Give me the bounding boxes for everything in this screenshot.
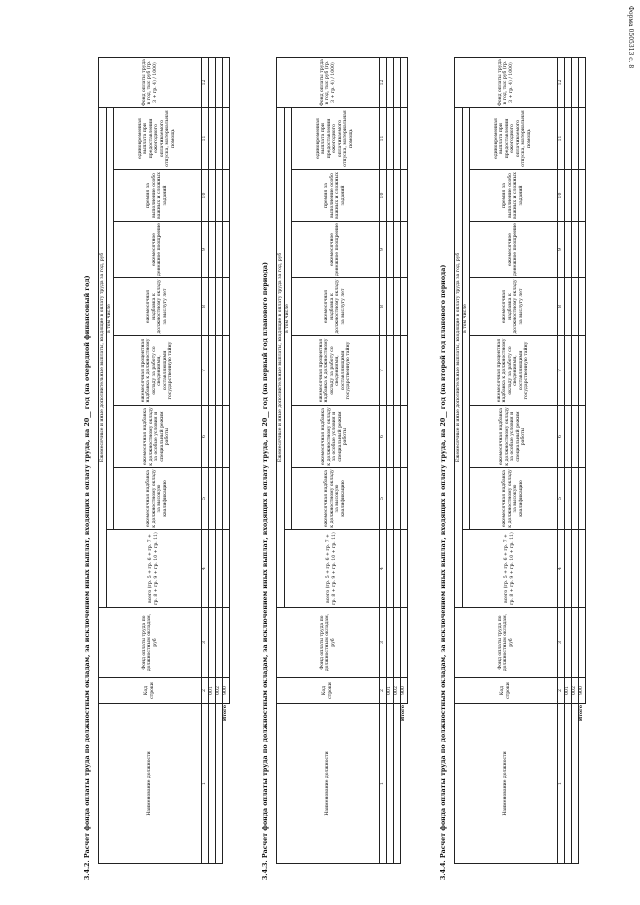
table-row: 001: [386, 57, 393, 863]
col-header-position: Наименование должности: [455, 704, 558, 864]
table-row: 001: [208, 57, 215, 863]
col-header-row-code: Код строки: [455, 678, 558, 704]
col-header-qualification-bonus: ежемесячная надбавка к должностному окладу за высокую квалификацию: [113, 468, 201, 530]
col-header-salary-fund: Фонд оплаты труда по должностным окладам, руб: [99, 608, 202, 678]
total-label: Итого: [579, 705, 584, 722]
col-header-important-tasks-bonus: премия за выполнение особо важных и сложных заданий: [291, 170, 379, 222]
table-row: 002: [215, 57, 222, 863]
section-title: 3.4.2. Расчет фонда оплаты труда по должностным окладам, за исключением иных выплат, входящих в оплату труда, на 20__ год (на очередной финансовый год): [84, 275, 91, 880]
total-row: Итого 900: [578, 57, 585, 863]
section-title: 3.4.3. Расчет фонда оплаты труда по должностным окладам, за исключением иных выплат, входящих в оплату труда, на 20__ год (на первый год планового периода): [262, 262, 269, 880]
col-header-special-conditions-bonus: ежемесячная надбавка к должностному окладу за особые условия и специальный режим работы: [291, 406, 379, 468]
col-header-state-secret-bonus: ежемесячная процентная надбавка к должностному окладу за работу со сведениями, составляющими государственную тайну: [291, 336, 379, 406]
col-header-special-conditions-bonus: ежемесячная надбавка к должностному окладу за особые условия и специальный режим работы: [113, 406, 201, 468]
col-header-vacation-payment: единовременная выплата при предоставлении ежегодного оплачиваемого отпуска, материальная помощь: [113, 107, 201, 169]
col-header-in-that: в том числе: [285, 107, 292, 529]
total-row: Итого 900: [400, 57, 407, 863]
col-header-salary-fund: Фонд оплаты труда по должностным окладам, руб: [277, 608, 380, 678]
table-row: 001: [564, 57, 571, 863]
col-header-annual-fund: Фонд оплаты труда в год, тыс руб (гр. 3 + гр. 4) / 1000): [455, 57, 558, 107]
form-number: Форма 0505313 с. 8: [627, 6, 634, 69]
col-header-monthly-incentive: ежемесячное денежное поощрение: [291, 222, 379, 278]
col-header-qualification-bonus: ежемесячная надбавка к должностному окладу за высокую квалификацию: [291, 468, 379, 530]
col-header-state-secret-bonus: ежемесячная процентная надбавка к должностному окладу за работу со сведениями, составляющими государственную тайну: [113, 336, 201, 406]
section-title: 3.4.4. Расчет фонда оплаты труда по должностным окладам, за исключением иных выплат, входящих в оплату труда, на 20__ год (на второй год планового периода): [440, 264, 447, 880]
table-row: 002: [571, 57, 578, 863]
col-header-seniority-bonus: ежемесячная надбавка к должностному окладу за выслугу лет: [291, 278, 379, 336]
col-header-seniority-bonus: ежемесячная надбавка к должностному окладу за выслугу лет: [469, 278, 557, 336]
total-row: Итого 900: [222, 57, 229, 863]
col-header-important-tasks-bonus: премия за выполнение особо важных и сложных заданий: [113, 170, 201, 222]
col-header-qualification-bonus: ежемесячная надбавка к должностному окладу за высокую квалификацию: [469, 468, 557, 530]
column-numbers-row: 1 2 3 4 5 6 7 8 9 10 11 12: [557, 57, 564, 863]
col-header-special-conditions-bonus: ежемесячная надбавка к должностному окладу за особые условия и специальный режим работы: [469, 406, 557, 468]
col-header-row-code: Код строки: [277, 678, 380, 704]
column-numbers-row: 1 2 3 4 5 6 7 8 9 10 11 12: [201, 57, 208, 863]
payroll-table: [276, 57, 408, 864]
column-numbers-row: 1 2 3 4 5 6 7 8 9 10 11 12: [379, 57, 386, 863]
col-header-total: всего (гр. 5 + гр. 6 + гр. 7 + гр. 8 + гр. 9 + гр. 10 + гр. 11): [463, 530, 558, 608]
col-header-in-that: в том числе: [463, 107, 470, 529]
col-header-total: всего (гр. 5 + гр. 6 + гр. 7 + гр. 8 + гр. 9 + гр. 10 + гр. 11): [107, 530, 202, 608]
col-header-position: Наименование должности: [277, 704, 380, 864]
col-header-seniority-bonus: ежемесячная надбавка к должностному окладу за выслугу лет: [113, 278, 201, 336]
col-header-monthly-incentive: ежемесячное денежное поощрение: [469, 222, 557, 278]
total-label: Итого: [401, 705, 406, 722]
col-header-annual-fund: Фонд оплаты труда в год, тыс руб (гр. 3 + гр. 4) / 1000): [99, 57, 202, 107]
col-header-important-tasks-bonus: премия за выполнение особо важных и сложных заданий: [469, 170, 557, 222]
payroll-table: [454, 57, 586, 864]
payroll-table: [98, 57, 230, 864]
col-header-additional-payments: Ежемесячные и иные дополнительные выплаты, входящие в оплату труда за год, руб: [455, 107, 463, 607]
col-header-salary-fund: Фонд оплаты труда по должностным окладам, руб: [455, 608, 558, 678]
col-header-annual-fund: Фонд оплаты труда в год, тыс руб (гр. 3 + гр. 4) / 1000): [277, 57, 380, 107]
col-header-vacation-payment: единовременная выплата при предоставлении ежегодного оплачиваемого отпуска, материальная помощь: [469, 107, 557, 169]
section-3-4-2: [84, 20, 254, 880]
col-header-vacation-payment: единовременная выплата при предоставлении ежегодного оплачиваемого отпуска, материальная помощь: [291, 107, 379, 169]
col-header-position: Наименование должности: [99, 704, 202, 864]
section-3-4-4: [440, 20, 610, 880]
col-header-in-that: в том числе: [107, 107, 114, 529]
col-header-additional-payments: Ежемесячные и иные дополнительные выплаты, входящие в оплату труда за год, руб: [277, 107, 285, 607]
col-header-total: всего (гр. 5 + гр. 6 + гр. 7 + гр. 8 + гр. 9 + гр. 10 + гр. 11): [285, 530, 380, 608]
col-header-state-secret-bonus: ежемесячная процентная надбавка к должностному окладу за работу со сведениями, составляющими государственную тайну: [469, 336, 557, 406]
col-header-monthly-incentive: ежемесячное денежное поощрение: [113, 222, 201, 278]
col-header-row-code: Код строки: [99, 678, 202, 704]
table-row: 002: [393, 57, 400, 863]
section-3-4-3: [262, 20, 432, 880]
total-label: Итого: [223, 705, 228, 722]
col-header-additional-payments: Ежемесячные и иные дополнительные выплаты, входящие в оплату труда за год, руб: [99, 107, 107, 607]
